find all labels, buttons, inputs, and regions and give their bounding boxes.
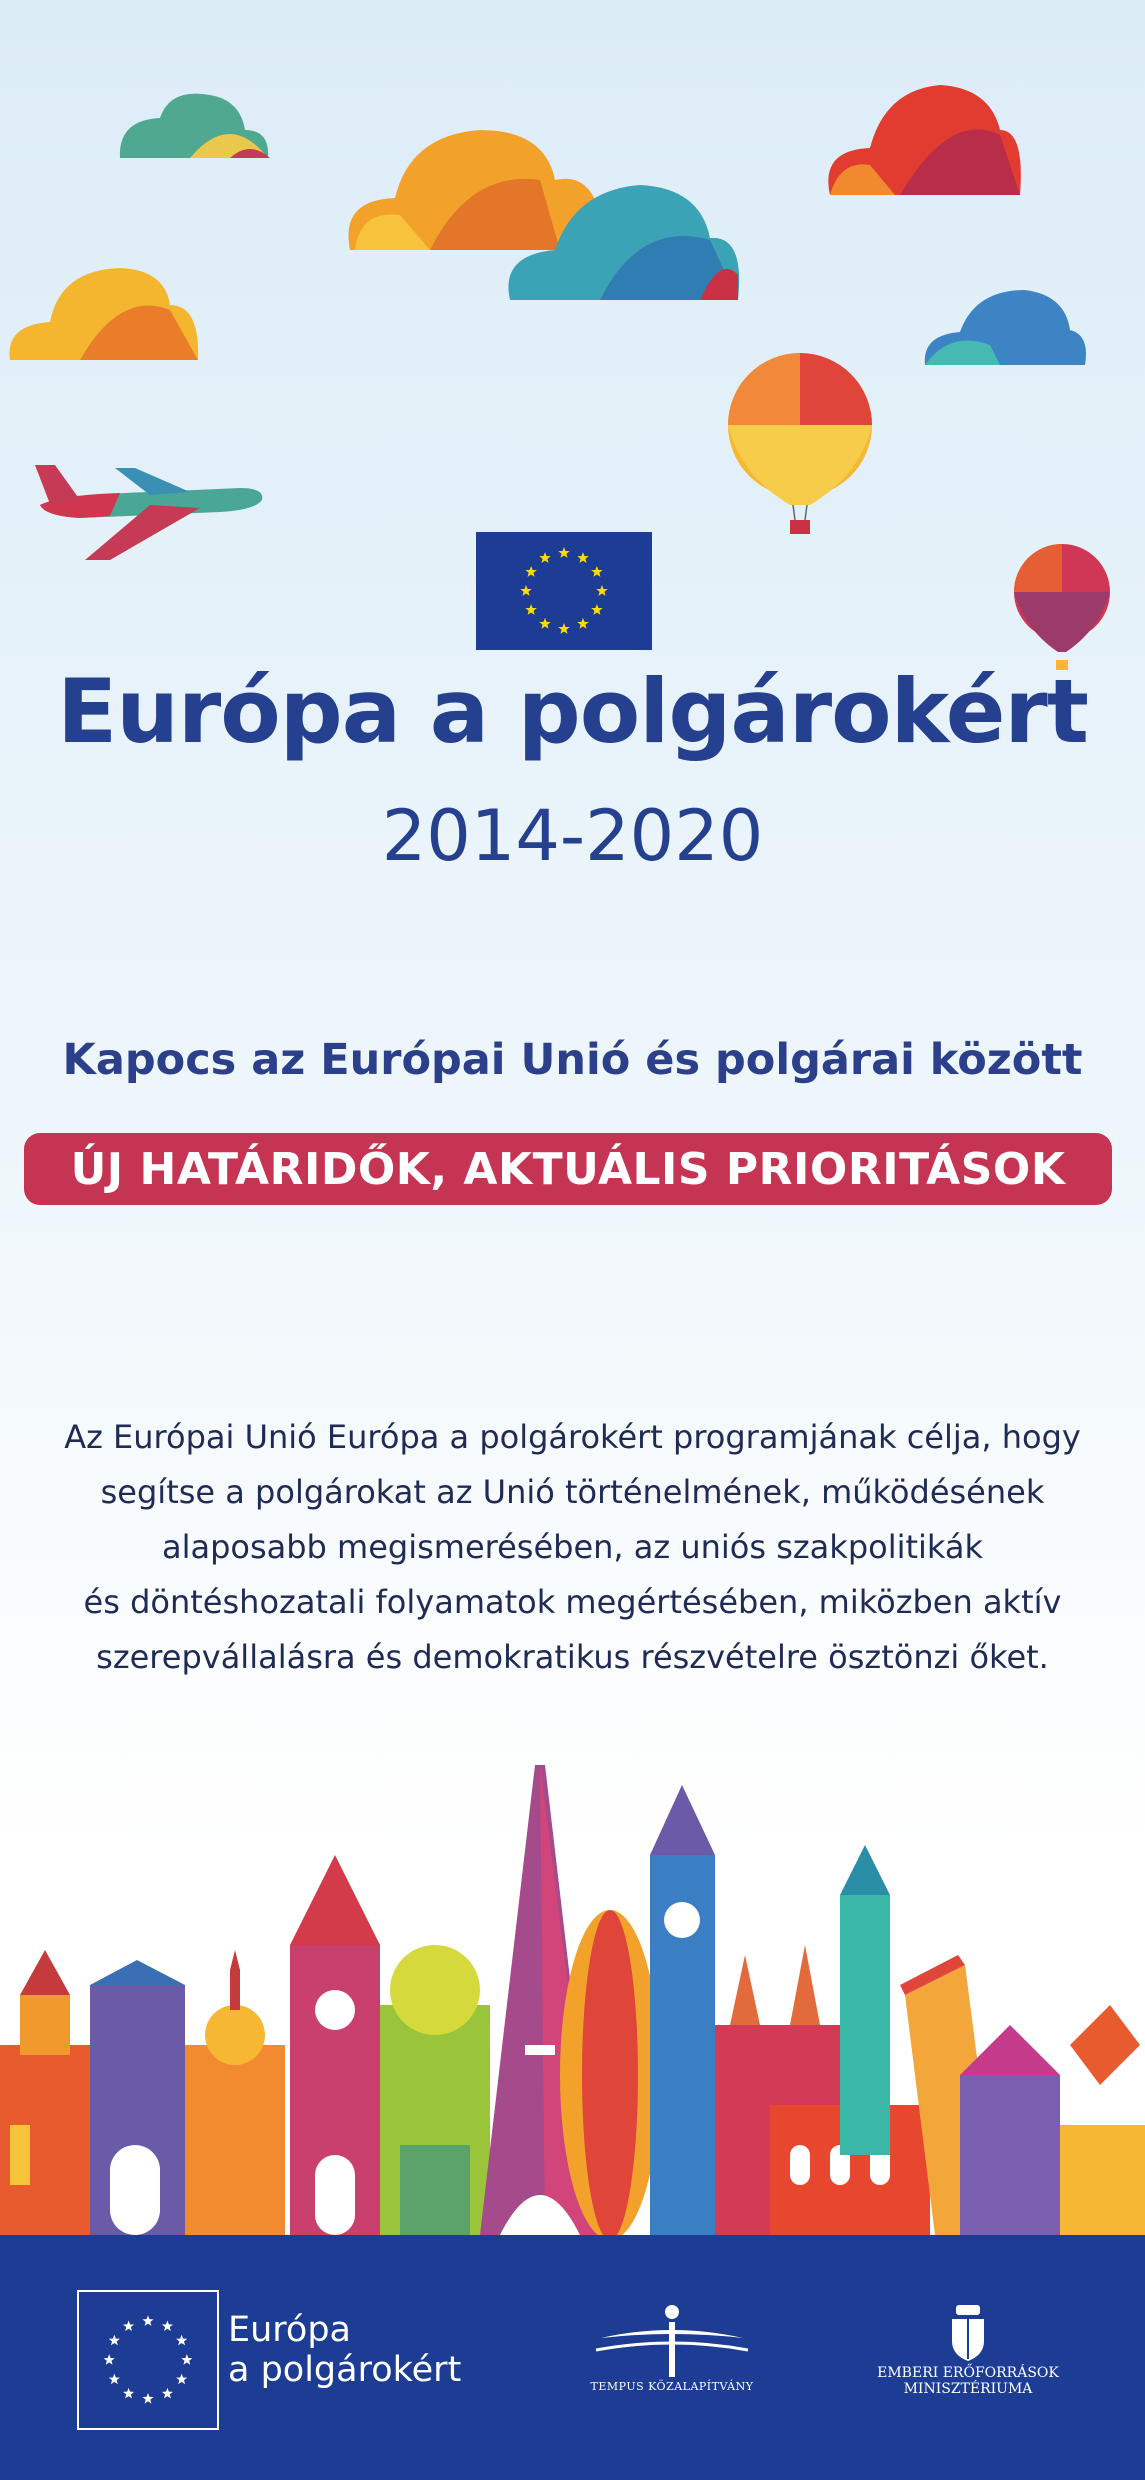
star-icon (104, 2354, 115, 2365)
description-line: alaposabb megismerésében, az uniós szakpolitikák (161, 1528, 984, 1566)
description-line: Az Európai Unió Európa a polgárokért programjának célja, hogy (64, 1418, 1081, 1456)
hot-air-balloon-illustration (728, 353, 872, 534)
program-logo-line: Európa (228, 2310, 351, 2350)
highlight-banner (24, 1133, 1112, 1205)
hungarian-coat-of-arms-icon (948, 2305, 988, 2363)
description-line: és döntéshozatali folyamatok megértésében, miközben aktív (83, 1583, 1062, 1621)
tempus-label: TEMPUS KÖZALAPÍTVÁNY (590, 2380, 754, 2393)
star-icon (176, 2335, 187, 2346)
program-years: 2014-2020 (381, 795, 764, 877)
footer (0, 2235, 1145, 2480)
eu-stars-logo-icon (77, 2290, 219, 2430)
page-title: Európa a polgárokért (57, 660, 1088, 763)
cloud-illustration (120, 94, 270, 158)
european-skyline-illustration (0, 1745, 1145, 2235)
star-icon (162, 2321, 173, 2332)
description-line: segítse a polgárokat az Unió történelmének, működésének (100, 1473, 1045, 1511)
star-icon (181, 2354, 192, 2365)
cloud-illustration (925, 290, 1086, 365)
tempus-logo-icon (596, 2300, 748, 2415)
cloud-illustration (10, 268, 199, 360)
cloud-illustration (828, 85, 1021, 195)
star-icon (123, 2321, 134, 2332)
description-line: szerepvállalásra és demokratikus részvételre ösztönzi őket. (96, 1638, 1049, 1676)
airplane-illustration (35, 465, 262, 560)
star-icon (109, 2374, 120, 2385)
blank-panel (1053, 1905, 1121, 1983)
star-icon (109, 2335, 120, 2346)
star-icon (176, 2374, 187, 2385)
ministry-label-line: EMBERI ERŐFORRÁSOK (877, 2365, 1059, 2381)
eu-flag-icon (476, 532, 652, 650)
program-logo-line: a polgárokért (228, 2350, 462, 2390)
description-paragraph (60, 1410, 1085, 1685)
star-icon (123, 2388, 134, 2399)
subtitle: Kapocs az Európai Unió és polgárai között (62, 1035, 1083, 1085)
star-icon (142, 2393, 153, 2404)
hot-air-balloon-illustration (1014, 544, 1110, 670)
star-icon (162, 2388, 173, 2399)
banner-text: ÚJ HATÁRIDŐK, AKTUÁLIS PRIORITÁSOK (70, 1143, 1066, 1195)
star-icon (142, 2315, 153, 2326)
program-logo-text (228, 2310, 461, 2390)
ministry-label-line: MINISZTÉRIUMA (903, 2381, 1033, 2397)
ministry-label (870, 2365, 1066, 2397)
